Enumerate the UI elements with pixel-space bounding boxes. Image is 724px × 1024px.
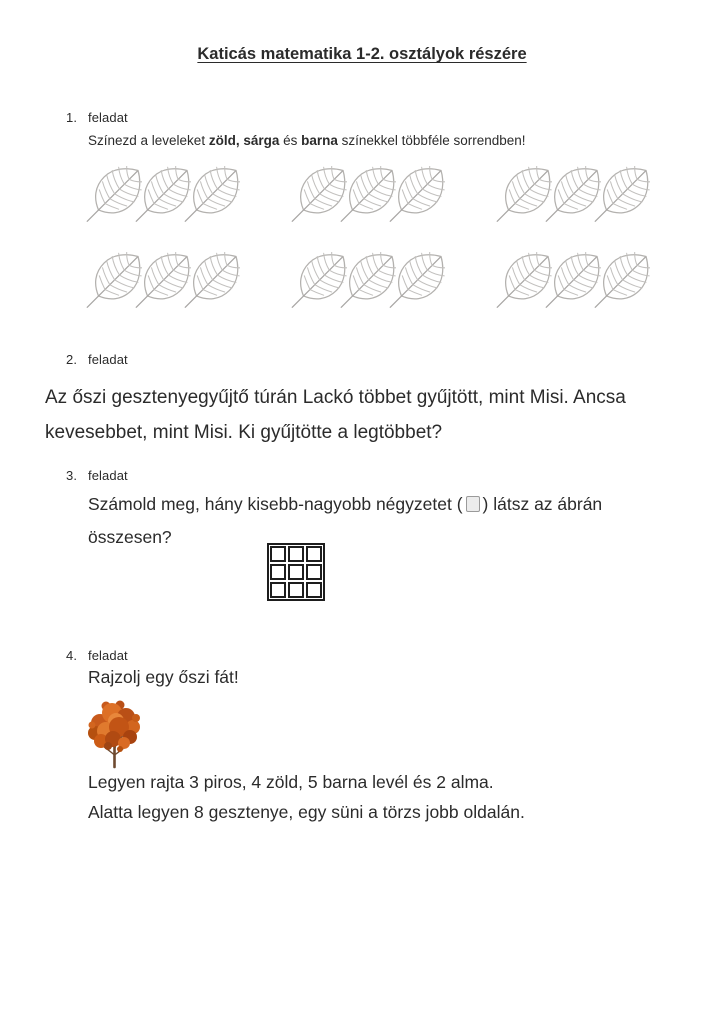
- task3-question: [88, 488, 668, 554]
- leaf-outline-icon: [183, 166, 240, 224]
- task1-instr-bold2: barna: [301, 133, 338, 148]
- task3-label: [66, 468, 128, 483]
- task1-instruction: [88, 133, 526, 148]
- task1-number: 1.: [66, 110, 78, 125]
- leaf-group: [85, 166, 240, 224]
- task4-line2: Alatta legyen 8 gesztenye, egy süni a törzs jobb oldalán.: [88, 802, 525, 822]
- task4-line1: Legyen rajta 3 piros, 4 zöld, 5 barna levél és 2 alma.: [88, 772, 494, 792]
- task3-question-p1: Számold meg, hány kisebb-nagyobb négyzetet (: [88, 494, 463, 514]
- task3-question-line2: összesen?: [88, 527, 172, 547]
- leaf-outline-icon: [388, 252, 445, 310]
- autumn-tree-image: [86, 697, 144, 769]
- task1-instr-bold1: zöld, sárga: [208, 133, 280, 148]
- leaf-outline-icon: [593, 166, 650, 224]
- grid-cell: [288, 564, 304, 580]
- leaf-group: [495, 166, 650, 224]
- task2-line1: Az őszi gesztenyegyűjtő túrán Lackó többet gyűjtött, mint Misi. Ancsa: [45, 387, 626, 408]
- grid-cell: [270, 546, 286, 562]
- squares-grid: [267, 543, 325, 601]
- leaf-outline-icon: [183, 252, 240, 310]
- leaf-row-2: [85, 252, 650, 310]
- grid-cell: [306, 582, 322, 598]
- grid-cell: [306, 564, 322, 580]
- task3-number: 3.: [66, 468, 78, 483]
- grid-cell: [288, 582, 304, 598]
- task3-question-p2: ) látsz az ábrán: [482, 494, 603, 514]
- task3-word: feladat: [88, 468, 128, 483]
- task1-instr-p1: Színezd a leveleket: [88, 133, 209, 148]
- grid-cell: [288, 546, 304, 562]
- task2-line2: kevesebbet, mint Misi. Ki gyűjtötte a legtöbbet?: [45, 422, 443, 443]
- grid-cell: [306, 546, 322, 562]
- grid-cell: [270, 582, 286, 598]
- task1-label: [66, 110, 128, 125]
- leaf-outline-icon: [593, 252, 650, 310]
- task2-word: feladat: [88, 352, 128, 367]
- leaf-row-1: [85, 166, 650, 224]
- tree-foliage: [88, 701, 140, 753]
- task4-number: 4.: [66, 648, 78, 663]
- task2-text: [45, 380, 695, 450]
- leaf-group: [290, 252, 445, 310]
- task1-instr-p3: színekkel többféle sorrendben!: [337, 133, 526, 148]
- task2-label: [66, 352, 128, 367]
- leaf-group: [85, 252, 240, 310]
- page-title: Katicás matematika 1-2. osztályok részére: [197, 45, 527, 63]
- task1-word: feladat: [88, 110, 128, 125]
- task2-number: 2.: [66, 352, 78, 367]
- leaf-outline-icon: [388, 166, 445, 224]
- task1-instr-p2: és: [279, 133, 302, 148]
- grid-cell: [270, 564, 286, 580]
- task4-word: feladat: [88, 648, 128, 663]
- task4-prompt: Rajzolj egy őszi fát!: [88, 667, 239, 687]
- task4-label: [66, 648, 128, 663]
- leaf-group: [290, 166, 445, 224]
- leaf-group: [495, 252, 650, 310]
- small-square-icon: [466, 496, 480, 512]
